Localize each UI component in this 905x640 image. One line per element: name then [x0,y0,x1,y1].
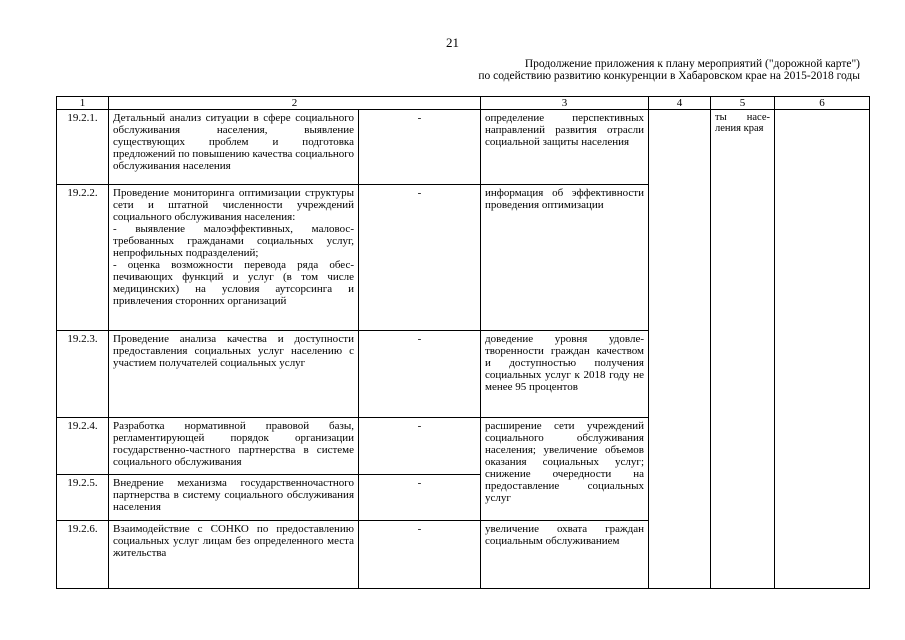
item-dash: - [359,110,481,185]
column-header: 2 [109,97,481,110]
column-header: 5 [711,97,775,110]
column-6-cell [775,110,870,589]
item-number: 19.2.6. [57,521,109,589]
item-description [109,185,359,331]
action-plan-table [56,96,870,589]
column-5-cell: ты населения края [711,110,775,589]
column-header: 6 [775,97,870,110]
column-number-row [57,97,870,110]
item-result: увеличение охвата граждан социальным обслуживанием [481,521,649,589]
item-number: 19.2.4. [57,418,109,475]
item-number: 19.2.3. [57,331,109,418]
item-dash: - [359,418,481,475]
item-number: 19.2.1. [57,110,109,185]
item-dash: - [359,185,481,331]
item-number: 19.2.2. [57,185,109,331]
page-number: 21 [446,35,459,50]
item-description: Внедрение механизма государственночастного партнерства в систему социального обслуживания населения [109,475,359,521]
column-header: 1 [57,97,109,110]
table-row [57,110,870,185]
header-line-1: Продолжение приложения к плану мероприятий ("дорожной карте") [524,58,860,70]
item-description-bullet: - выявление малоэффективных, маловостребованных гражданами социальных услуг, непрофильных подразделений; [113,223,354,259]
item-description: Взаимодействие с СОНКО по предоставлению социальных услуг лицам без определенного места жительства [109,521,359,589]
column-header: 3 [481,97,649,110]
item-result: расширение сети учреждений социального обслуживания населения; увеличение объемов оказания социальных услуг; снижение очередности на предоставление социальных услуг [481,418,649,521]
item-dash: - [359,475,481,521]
item-description: Проведение анализа качества и доступности предоставления социальных услуг населению с участием получателей социальных услуг [109,331,359,418]
item-number: 19.2.5. [57,475,109,521]
item-dash: - [359,521,481,589]
item-description: Разработка нормативной правовой базы, регламентирующей порядок организации государственно-частного партнерства в системе социального обслуживания [109,418,359,475]
item-description-bullet: - оценка возможности перевода ряда обеспечивающих функций и услуг (в том числе медицинских) на условия аутсорсинга и привлечения сторонних организаций [113,259,354,307]
column-4-cell [649,110,711,589]
item-description: Детальный анализ ситуации в сфере социального обслуживания населения, выявление существующих проблем и подготовка предложений по повышению качества социального обслуживания населения [109,110,359,185]
column-header: 4 [649,97,711,110]
item-result: определение перспективных направлений развития отрасли социальной защиты населения [481,110,649,185]
item-result: доведение уровня удовлетворенности граждан качеством и доступностью получения социальных услуг к 2018 году не менее 95 процентов [481,331,649,418]
item-dash: - [359,331,481,418]
item-description-intro: Проведение мониторинга оптимизации структуры сети и штатной численности учреждений социального обслуживания населения: [113,187,354,223]
header-line-2: по содействию развитию конкуренции в Хабаровском крае на 2015-2018 годы [478,70,860,82]
item-result: информация об эффективности проведения оптимизации [481,185,649,331]
document-header [300,58,860,82]
